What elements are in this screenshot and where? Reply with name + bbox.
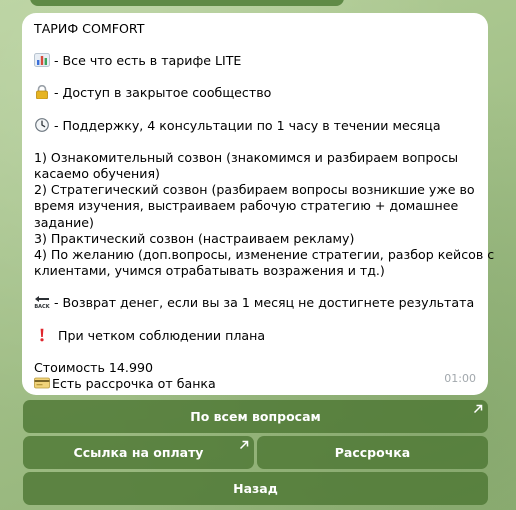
- external-link-icon: [473, 404, 483, 414]
- installment-label: Рассрочка: [334, 445, 411, 460]
- previous-keyboard-button[interactable]: [30, 0, 344, 6]
- back-button[interactable]: [23, 472, 488, 505]
- consult-item-4: 4) По желанию (доп.вопросы, изменение стратегии, разбор кейсов с: [34, 247, 495, 263]
- feature-lite-text: - Все что есть в тарифе LITE: [54, 53, 242, 69]
- feature-support-text: - Поддержку, 4 консультации по 1 часу в течении месяца: [54, 117, 441, 133]
- consult-item-4-cont: клиентами, учимся отрабатывать возражения и тд.): [34, 263, 385, 279]
- consult-item-2-cont: время изучения, выстраиваем рабочую стратегию + домашнее: [34, 198, 459, 214]
- feature-lite: [34, 53, 476, 69]
- bar-chart-icon: [34, 53, 50, 67]
- condition-text: При четком соблюдении плана: [58, 327, 266, 343]
- installment-button[interactable]: [257, 436, 488, 469]
- back-arrow-icon: [34, 295, 50, 309]
- svg-text:BACK: BACK: [34, 304, 50, 310]
- clock-icon: [34, 118, 50, 132]
- external-link-icon: [239, 440, 249, 450]
- installment-text: Есть рассрочка от банка: [52, 376, 216, 392]
- lock-icon: [34, 85, 50, 99]
- message-time: 01:00: [444, 371, 476, 385]
- consult-item-1: 1) Ознакомительный созвон (знакомимся и разбираем вопросы: [34, 149, 459, 165]
- plan-title: ТАРИФ COMFORT: [34, 21, 145, 36]
- feature-support: [34, 118, 476, 134]
- condition-line: [34, 328, 476, 344]
- back-label: Назад: [233, 481, 278, 496]
- consult-item-3: 3) Практический созвон (настраиваем рекламу): [34, 230, 355, 246]
- payment-link-label: Ссылка на оплату: [73, 445, 204, 460]
- feature-community: [34, 85, 476, 101]
- consult-item-2: 2) Стратегический созвон (разбираем вопросы возникшие уже во: [34, 182, 475, 198]
- installment-line: [34, 376, 476, 392]
- payment-link-button[interactable]: [23, 436, 254, 469]
- all-questions-label: По всем вопросам: [190, 409, 321, 424]
- feature-community-text: - Доступ в закрытое сообщество: [54, 85, 272, 101]
- credit-card-icon: [34, 376, 50, 390]
- consult-item-2-cont2: задание): [34, 214, 94, 230]
- message-bubble: [22, 13, 495, 395]
- exclamation-icon: [34, 328, 50, 342]
- all-questions-button[interactable]: [23, 400, 488, 433]
- refund-text: - Возврат денег, если вы за 1 месяц не достигнете результата: [54, 295, 475, 311]
- price-text: Стоимость 14.990: [34, 359, 153, 375]
- consult-item-1-cont: касаемо обучения): [34, 166, 160, 182]
- refund-line: [34, 295, 476, 311]
